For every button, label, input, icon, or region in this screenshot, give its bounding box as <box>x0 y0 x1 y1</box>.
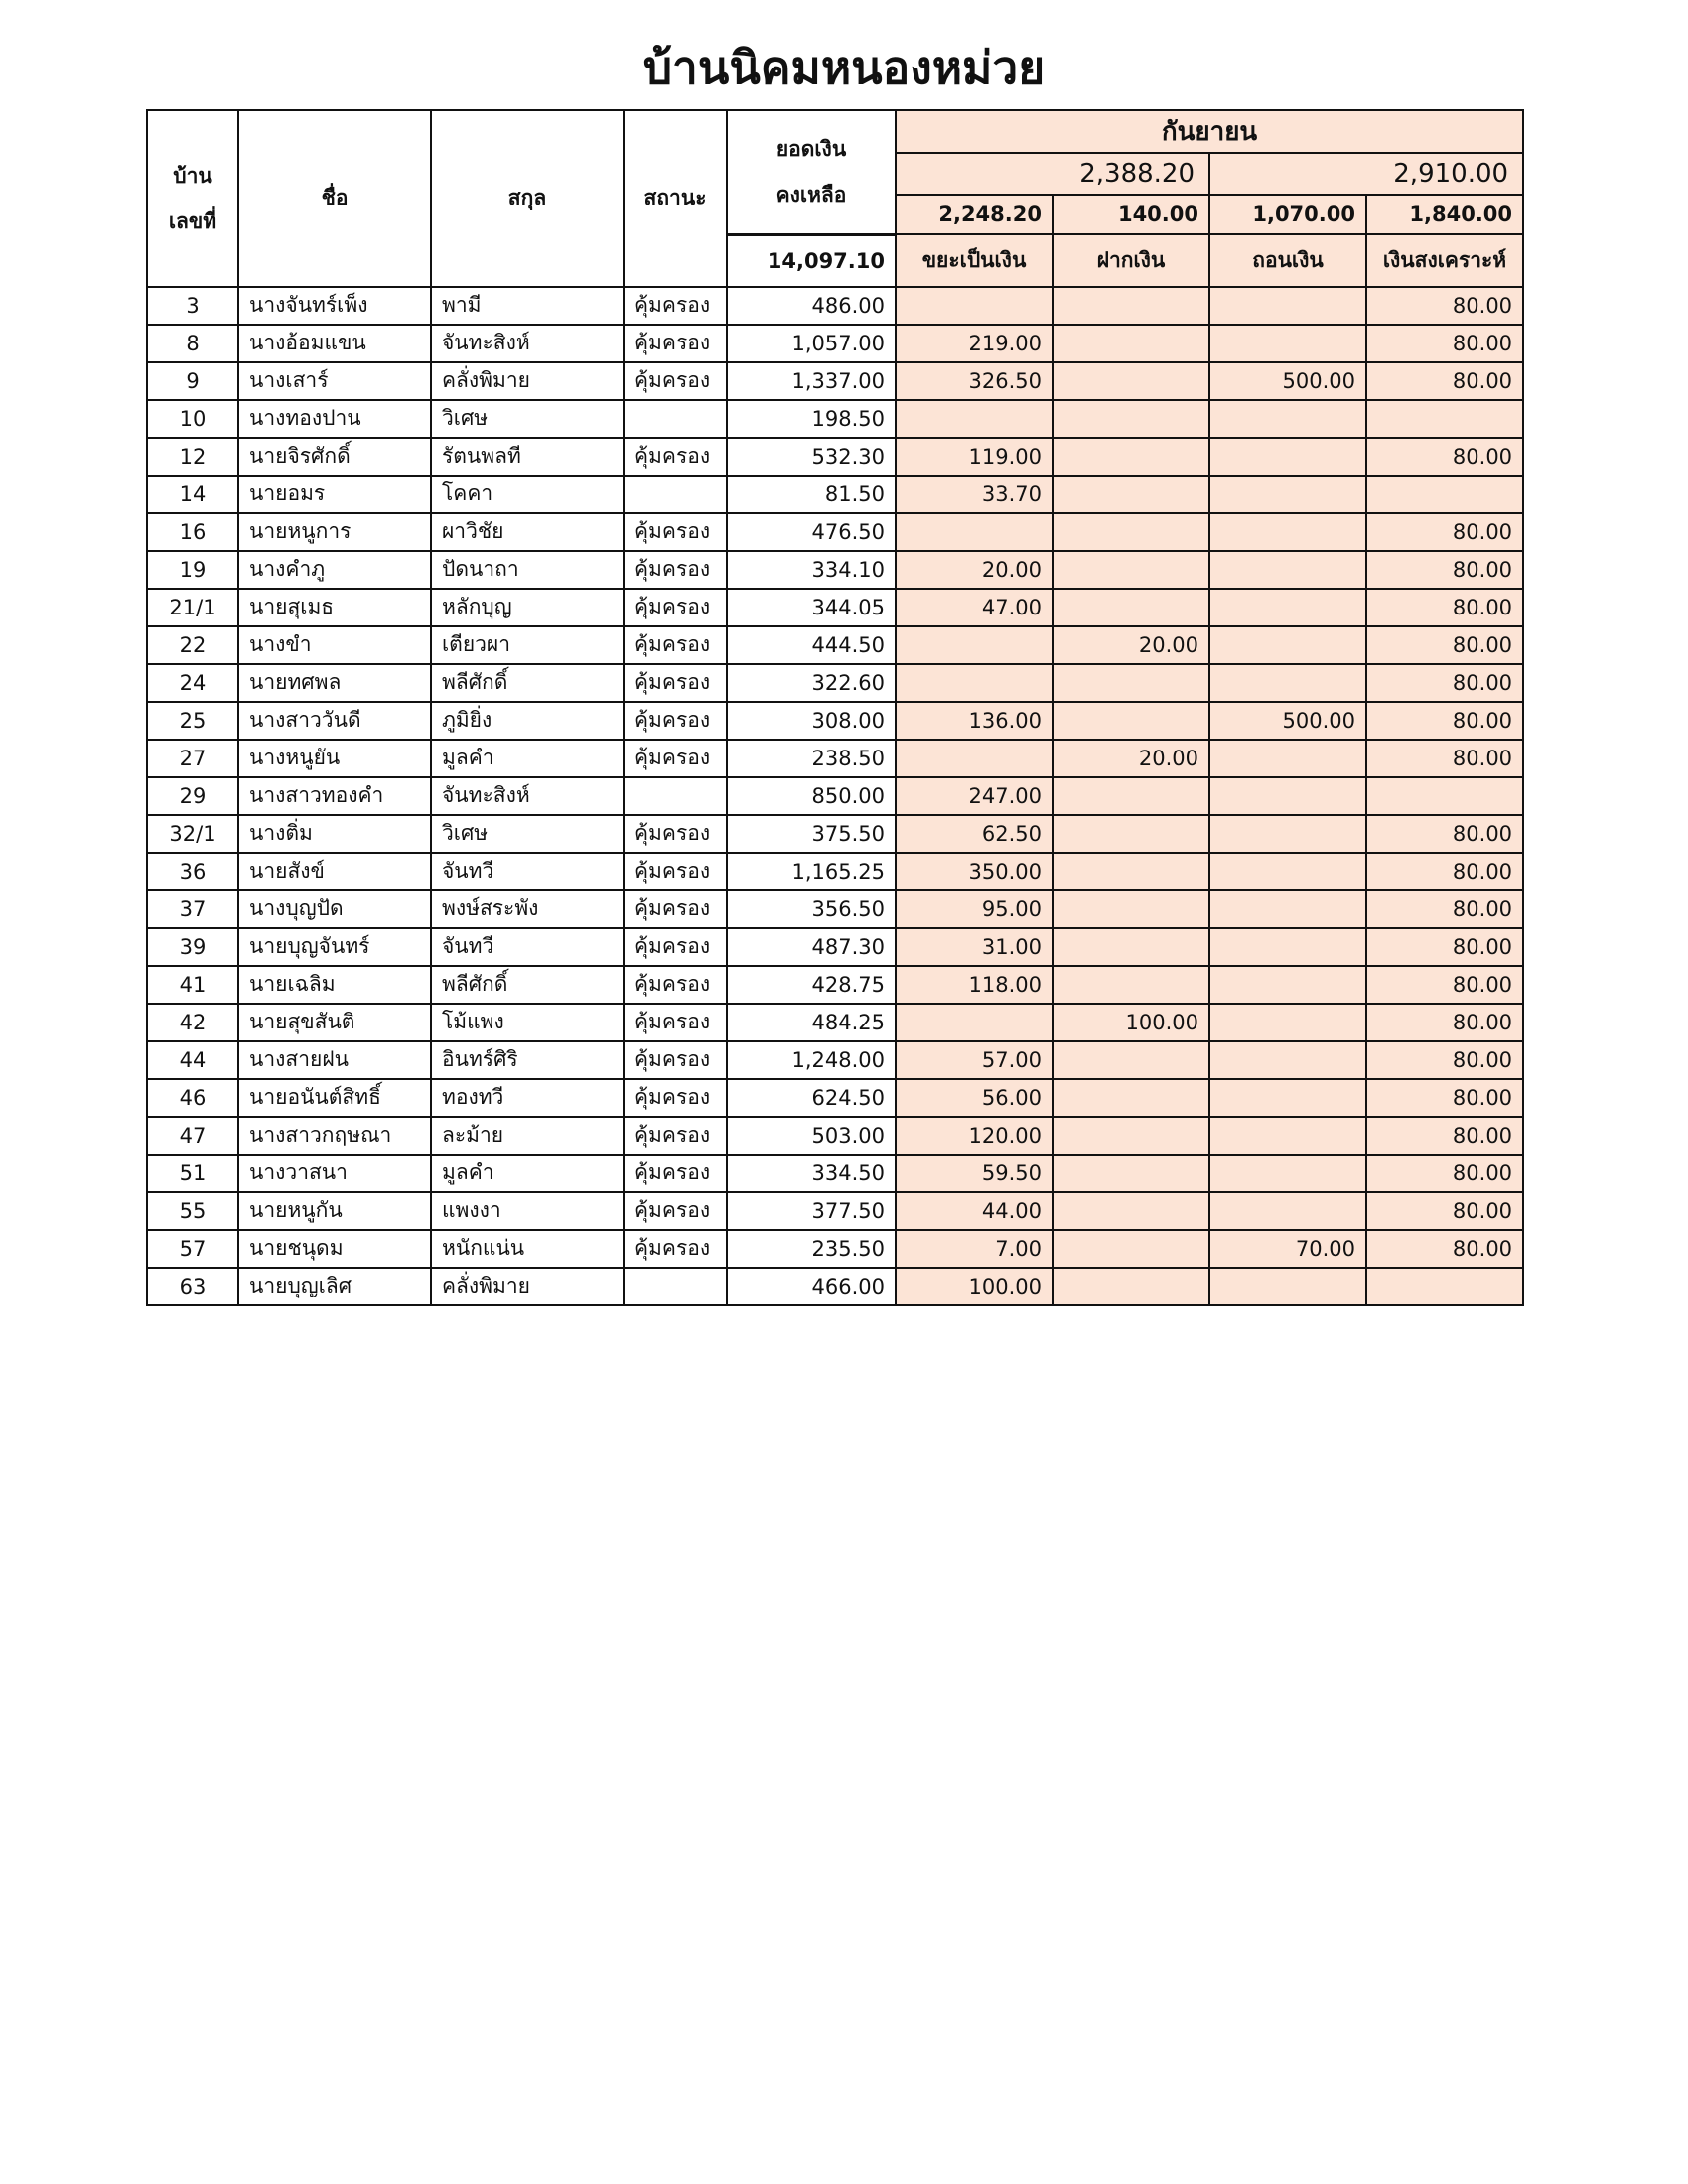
cell-first-name: นายสังข์ <box>238 853 431 890</box>
cell-house-no: 22 <box>147 626 238 664</box>
cell-last-name: เตียวผา <box>431 626 624 664</box>
table-row <box>147 589 1523 626</box>
cell-deposit <box>1053 777 1209 815</box>
cell-trash: 219.00 <box>896 325 1053 362</box>
cell-balance: 444.50 <box>727 626 896 664</box>
cell-first-name: นายสุเมธ <box>238 589 431 626</box>
cell-last-name: โคคา <box>431 476 624 513</box>
cell-first-name: นายอมร <box>238 476 431 513</box>
cell-status: คุ้มครอง <box>624 551 727 589</box>
table-row <box>147 777 1523 815</box>
cell-status: คุ้มครอง <box>624 325 727 362</box>
cell-house-no: 46 <box>147 1079 238 1117</box>
cell-last-name: ละม้าย <box>431 1117 624 1155</box>
cell-status: คุ้มครอง <box>624 1004 727 1041</box>
cell-house-no: 14 <box>147 476 238 513</box>
cell-withdraw <box>1209 1192 1366 1230</box>
cell-welfare: 80.00 <box>1366 287 1523 325</box>
cell-house-no: 51 <box>147 1155 238 1192</box>
cell-last-name: วิเศษ <box>431 400 624 438</box>
table-row <box>147 476 1523 513</box>
cell-last-name: ทองทวี <box>431 1079 624 1117</box>
cell-trash: 57.00 <box>896 1041 1053 1079</box>
cell-trash: 95.00 <box>896 890 1053 928</box>
cell-balance: 377.50 <box>727 1192 896 1230</box>
header-first-name: ชื่อ <box>238 110 431 287</box>
cell-first-name: นายบุญเลิศ <box>238 1268 431 1305</box>
cell-status: คุ้มครอง <box>624 740 727 777</box>
cell-deposit <box>1053 513 1209 551</box>
cell-deposit <box>1053 1268 1209 1305</box>
cell-balance: 238.50 <box>727 740 896 777</box>
cell-withdraw <box>1209 325 1366 362</box>
cell-first-name: นางสาววันดี <box>238 702 431 740</box>
cell-withdraw <box>1209 815 1366 853</box>
cell-trash: 56.00 <box>896 1079 1053 1117</box>
cell-balance: 235.50 <box>727 1230 896 1268</box>
cell-balance: 1,248.00 <box>727 1041 896 1079</box>
cell-withdraw <box>1209 966 1366 1004</box>
cell-welfare: 80.00 <box>1366 928 1523 966</box>
header-house-no: บ้าน เลขที่ <box>147 110 238 287</box>
cell-withdraw <box>1209 853 1366 890</box>
cell-trash <box>896 626 1053 664</box>
cell-trash: 44.00 <box>896 1192 1053 1230</box>
cell-welfare: 80.00 <box>1366 589 1523 626</box>
page-title: บ้านนิคมหนองหม่วย <box>642 41 1046 94</box>
cell-withdraw <box>1209 438 1366 476</box>
cell-status: คุ้มครอง <box>624 928 727 966</box>
cell-balance: 486.00 <box>727 287 896 325</box>
cell-balance: 344.05 <box>727 589 896 626</box>
cell-trash: 59.50 <box>896 1155 1053 1192</box>
cell-house-no: 41 <box>147 966 238 1004</box>
cell-last-name: จันทะสิงห์ <box>431 325 624 362</box>
cell-status: คุ้มครอง <box>624 1192 727 1230</box>
table-row <box>147 362 1523 400</box>
cell-house-no: 44 <box>147 1041 238 1079</box>
cell-deposit <box>1053 1117 1209 1155</box>
cell-balance: 624.50 <box>727 1079 896 1117</box>
cell-deposit: 20.00 <box>1053 626 1209 664</box>
header-total-trash: 2,248.20 <box>896 195 1053 234</box>
cell-last-name: รัตนพลที <box>431 438 624 476</box>
cell-welfare: 80.00 <box>1366 1117 1523 1155</box>
cell-deposit <box>1053 400 1209 438</box>
cell-house-no: 42 <box>147 1004 238 1041</box>
header-total-deposit: 140.00 <box>1053 195 1209 234</box>
cell-welfare: 80.00 <box>1366 551 1523 589</box>
cell-withdraw <box>1209 476 1366 513</box>
cell-last-name: จันทวี <box>431 853 624 890</box>
table-row <box>147 890 1523 928</box>
cell-status: คุ้มครอง <box>624 815 727 853</box>
cell-welfare <box>1366 400 1523 438</box>
cell-welfare: 80.00 <box>1366 626 1523 664</box>
cell-status: คุ้มครอง <box>624 287 727 325</box>
cell-trash: 31.00 <box>896 928 1053 966</box>
cell-withdraw <box>1209 1041 1366 1079</box>
cell-balance: 81.50 <box>727 476 896 513</box>
cell-house-no: 21/1 <box>147 589 238 626</box>
cell-first-name: นายจิรศักดิ์ <box>238 438 431 476</box>
cell-last-name: ผาวิชัย <box>431 513 624 551</box>
cell-balance: 308.00 <box>727 702 896 740</box>
cell-last-name: แพงงา <box>431 1192 624 1230</box>
cell-deposit <box>1053 1230 1209 1268</box>
cell-balance: 466.00 <box>727 1268 896 1305</box>
table-row <box>147 815 1523 853</box>
cell-house-no: 57 <box>147 1230 238 1268</box>
cell-last-name: พลีศักดิ์ <box>431 664 624 702</box>
cell-last-name: หนักแน่น <box>431 1230 624 1268</box>
cell-welfare: 80.00 <box>1366 890 1523 928</box>
cell-first-name: นางขำ <box>238 626 431 664</box>
cell-first-name: นายสุขสันติ <box>238 1004 431 1041</box>
cell-trash: 62.50 <box>896 815 1053 853</box>
cell-first-name: นางวาสนา <box>238 1155 431 1192</box>
cell-trash: 100.00 <box>896 1268 1053 1305</box>
cell-house-no: 25 <box>147 702 238 740</box>
cell-trash: 33.70 <box>896 476 1053 513</box>
cell-house-no: 24 <box>147 664 238 702</box>
cell-balance: 334.50 <box>727 1155 896 1192</box>
cell-house-no: 55 <box>147 1192 238 1230</box>
cell-welfare <box>1366 1268 1523 1305</box>
cell-status: คุ้มครอง <box>624 362 727 400</box>
cell-deposit <box>1053 966 1209 1004</box>
cell-welfare: 80.00 <box>1366 1004 1523 1041</box>
cell-last-name: วิเศษ <box>431 815 624 853</box>
cell-first-name: นางบุญปัด <box>238 890 431 928</box>
cell-trash: 47.00 <box>896 589 1053 626</box>
cell-withdraw: 500.00 <box>1209 362 1366 400</box>
cell-deposit <box>1053 287 1209 325</box>
cell-first-name: นางทองปาน <box>238 400 431 438</box>
cell-balance: 487.30 <box>727 928 896 966</box>
cell-last-name: อินทร์ศิริ <box>431 1041 624 1079</box>
cell-deposit <box>1053 325 1209 362</box>
cell-deposit <box>1053 589 1209 626</box>
cell-deposit <box>1053 1155 1209 1192</box>
cell-house-no: 27 <box>147 740 238 777</box>
cell-status: คุ้มครอง <box>624 1230 727 1268</box>
cell-balance: 375.50 <box>727 815 896 853</box>
cell-house-no: 63 <box>147 1268 238 1305</box>
ledger-table <box>146 109 1524 1306</box>
cell-trash <box>896 740 1053 777</box>
cell-deposit <box>1053 1192 1209 1230</box>
table-row <box>147 1192 1523 1230</box>
cell-withdraw <box>1209 513 1366 551</box>
cell-status: คุ้มครอง <box>624 966 727 1004</box>
cell-first-name: นางติ่ม <box>238 815 431 853</box>
header-total-withdraw: 1,070.00 <box>1209 195 1366 234</box>
cell-house-no: 47 <box>147 1117 238 1155</box>
cell-welfare: 80.00 <box>1366 362 1523 400</box>
cell-trash: 350.00 <box>896 853 1053 890</box>
cell-deposit: 20.00 <box>1053 740 1209 777</box>
cell-status: คุ้มครอง <box>624 890 727 928</box>
cell-house-no: 16 <box>147 513 238 551</box>
cell-last-name: มูลคำ <box>431 1155 624 1192</box>
cell-status: คุ้มครอง <box>624 853 727 890</box>
table-row <box>147 928 1523 966</box>
cell-balance: 850.00 <box>727 777 896 815</box>
header-subtotal-right: 2,910.00 <box>1209 153 1523 195</box>
cell-trash <box>896 664 1053 702</box>
header-subtotal-left: 2,388.20 <box>896 153 1209 195</box>
cell-first-name: นางอ้อมแขน <box>238 325 431 362</box>
table-row <box>147 626 1523 664</box>
cell-welfare: 80.00 <box>1366 815 1523 853</box>
cell-deposit <box>1053 438 1209 476</box>
table-row <box>147 1041 1523 1079</box>
cell-withdraw <box>1209 1004 1366 1041</box>
cell-balance: 198.50 <box>727 400 896 438</box>
cell-welfare: 80.00 <box>1366 740 1523 777</box>
cell-withdraw <box>1209 1268 1366 1305</box>
cell-withdraw <box>1209 1155 1366 1192</box>
table-header <box>147 110 1523 287</box>
cell-status: คุ้มครอง <box>624 1041 727 1079</box>
header-total-welfare: 1,840.00 <box>1366 195 1523 234</box>
table-row <box>147 664 1523 702</box>
cell-status <box>624 1268 727 1305</box>
cell-deposit <box>1053 664 1209 702</box>
cell-last-name: มูลคำ <box>431 740 624 777</box>
cell-first-name: นายชนุดม <box>238 1230 431 1268</box>
cell-balance: 1,165.25 <box>727 853 896 890</box>
cell-first-name: นายหนูการ <box>238 513 431 551</box>
cell-trash <box>896 400 1053 438</box>
cell-balance: 428.75 <box>727 966 896 1004</box>
cell-welfare: 80.00 <box>1366 325 1523 362</box>
cell-welfare: 80.00 <box>1366 1192 1523 1230</box>
cell-withdraw: 500.00 <box>1209 702 1366 740</box>
cell-trash: 136.00 <box>896 702 1053 740</box>
cell-welfare: 80.00 <box>1366 1230 1523 1268</box>
cell-house-no: 8 <box>147 325 238 362</box>
cell-house-no: 39 <box>147 928 238 966</box>
cell-last-name: พลีศักดิ์ <box>431 966 624 1004</box>
cell-withdraw: 70.00 <box>1209 1230 1366 1268</box>
cell-deposit <box>1053 702 1209 740</box>
cell-balance: 1,337.00 <box>727 362 896 400</box>
cell-trash: 118.00 <box>896 966 1053 1004</box>
cell-house-no: 10 <box>147 400 238 438</box>
cell-trash: 326.50 <box>896 362 1053 400</box>
cell-deposit: 100.00 <box>1053 1004 1209 1041</box>
cell-house-no: 12 <box>147 438 238 476</box>
cell-welfare: 80.00 <box>1366 702 1523 740</box>
cell-status: คุ้มครอง <box>624 702 727 740</box>
table-row <box>147 702 1523 740</box>
cell-status: คุ้มครอง <box>624 438 727 476</box>
cell-first-name: นางเสาร์ <box>238 362 431 400</box>
cell-house-no: 36 <box>147 853 238 890</box>
cell-trash: 20.00 <box>896 551 1053 589</box>
table-row <box>147 287 1523 325</box>
cell-welfare: 80.00 <box>1366 1079 1523 1117</box>
cell-first-name: นางสาวทองคำ <box>238 777 431 815</box>
cell-first-name: นางหนูยัน <box>238 740 431 777</box>
cell-welfare: 80.00 <box>1366 1041 1523 1079</box>
cell-first-name: นางจันทร์เพ็ง <box>238 287 431 325</box>
cell-house-no: 3 <box>147 287 238 325</box>
cell-balance: 484.25 <box>727 1004 896 1041</box>
header-label-welfare: เงินสงเคราะห์ <box>1366 234 1523 287</box>
table-row <box>147 966 1523 1004</box>
cell-withdraw <box>1209 1117 1366 1155</box>
cell-trash <box>896 287 1053 325</box>
table-body <box>147 287 1523 1305</box>
header-label-deposit: ฝากเงิน <box>1053 234 1209 287</box>
cell-withdraw <box>1209 551 1366 589</box>
cell-last-name: คลั่งพิมาย <box>431 1268 624 1305</box>
table-row <box>147 400 1523 438</box>
cell-withdraw <box>1209 287 1366 325</box>
cell-trash: 247.00 <box>896 777 1053 815</box>
cell-last-name: โม้แพง <box>431 1004 624 1041</box>
header-label-trash: ขยะเป็นเงิน <box>896 234 1053 287</box>
header-balance-total: 14,097.10 <box>727 234 896 287</box>
cell-first-name: นายบุญจันทร์ <box>238 928 431 966</box>
table-row <box>147 853 1523 890</box>
cell-first-name: นางสายฝน <box>238 1041 431 1079</box>
header-status: สถานะ <box>624 110 727 287</box>
cell-balance: 1,057.00 <box>727 325 896 362</box>
cell-trash: 7.00 <box>896 1230 1053 1268</box>
table-row <box>147 1079 1523 1117</box>
cell-first-name: นางสาวกฤษณา <box>238 1117 431 1155</box>
table-row <box>147 740 1523 777</box>
table-row <box>147 1230 1523 1268</box>
cell-balance: 476.50 <box>727 513 896 551</box>
table-row <box>147 551 1523 589</box>
cell-trash <box>896 1004 1053 1041</box>
cell-deposit <box>1053 853 1209 890</box>
cell-first-name: นายหนูกัน <box>238 1192 431 1230</box>
cell-withdraw <box>1209 1079 1366 1117</box>
cell-house-no: 29 <box>147 777 238 815</box>
cell-trash <box>896 513 1053 551</box>
cell-trash: 119.00 <box>896 438 1053 476</box>
cell-withdraw <box>1209 400 1366 438</box>
cell-deposit <box>1053 815 1209 853</box>
cell-deposit <box>1053 476 1209 513</box>
cell-balance: 356.50 <box>727 890 896 928</box>
cell-first-name: นายอนันต์สิทธิ์ <box>238 1079 431 1117</box>
cell-deposit <box>1053 928 1209 966</box>
cell-status: คุ้มครอง <box>624 626 727 664</box>
cell-house-no: 9 <box>147 362 238 400</box>
cell-last-name: หลักบุญ <box>431 589 624 626</box>
cell-trash: 120.00 <box>896 1117 1053 1155</box>
cell-deposit <box>1053 890 1209 928</box>
cell-last-name: จันทะสิงห์ <box>431 777 624 815</box>
cell-status <box>624 777 727 815</box>
cell-deposit <box>1053 362 1209 400</box>
cell-withdraw <box>1209 589 1366 626</box>
cell-welfare: 80.00 <box>1366 1155 1523 1192</box>
cell-house-no: 32/1 <box>147 815 238 853</box>
cell-first-name: นางคำภู <box>238 551 431 589</box>
cell-house-no: 19 <box>147 551 238 589</box>
cell-withdraw <box>1209 890 1366 928</box>
table-row <box>147 513 1523 551</box>
table-row <box>147 325 1523 362</box>
cell-status: คุ้มครอง <box>624 589 727 626</box>
cell-status: คุ้มครอง <box>624 1155 727 1192</box>
cell-balance: 532.30 <box>727 438 896 476</box>
cell-withdraw <box>1209 777 1366 815</box>
table-row <box>147 1004 1523 1041</box>
cell-welfare: 80.00 <box>1366 513 1523 551</box>
cell-last-name: คลั่งพิมาย <box>431 362 624 400</box>
table-row <box>147 1268 1523 1305</box>
cell-withdraw <box>1209 928 1366 966</box>
cell-deposit <box>1053 551 1209 589</box>
cell-last-name: พามี <box>431 287 624 325</box>
table-row <box>147 1155 1523 1192</box>
cell-status: คุ้มครอง <box>624 1117 727 1155</box>
cell-status <box>624 400 727 438</box>
cell-status: คุ้มครอง <box>624 1079 727 1117</box>
cell-last-name: จันทวี <box>431 928 624 966</box>
header-month: กันยายน <box>896 110 1523 153</box>
cell-house-no: 37 <box>147 890 238 928</box>
cell-welfare <box>1366 777 1523 815</box>
cell-withdraw <box>1209 626 1366 664</box>
cell-status: คุ้มครอง <box>624 513 727 551</box>
table-row <box>147 1117 1523 1155</box>
cell-first-name: นายเฉลิม <box>238 966 431 1004</box>
cell-last-name: ภูมิยิ่ง <box>431 702 624 740</box>
cell-last-name: ปัดนาถา <box>431 551 624 589</box>
header-last-name: สกุล <box>431 110 624 287</box>
cell-first-name: นายทศพล <box>238 664 431 702</box>
cell-welfare: 80.00 <box>1366 853 1523 890</box>
cell-balance: 503.00 <box>727 1117 896 1155</box>
cell-welfare: 80.00 <box>1366 664 1523 702</box>
cell-welfare: 80.00 <box>1366 966 1523 1004</box>
cell-balance: 334.10 <box>727 551 896 589</box>
cell-welfare <box>1366 476 1523 513</box>
header-label-withdraw: ถอนเงิน <box>1209 234 1366 287</box>
cell-welfare: 80.00 <box>1366 438 1523 476</box>
cell-balance: 322.60 <box>727 664 896 702</box>
cell-status <box>624 476 727 513</box>
cell-withdraw <box>1209 664 1366 702</box>
cell-status: คุ้มครอง <box>624 664 727 702</box>
header-balance: ยอดเงิน คงเหลือ <box>727 110 896 234</box>
cell-deposit <box>1053 1079 1209 1117</box>
cell-last-name: พงษ์สระพัง <box>431 890 624 928</box>
cell-deposit <box>1053 1041 1209 1079</box>
cell-withdraw <box>1209 740 1366 777</box>
table-row <box>147 438 1523 476</box>
